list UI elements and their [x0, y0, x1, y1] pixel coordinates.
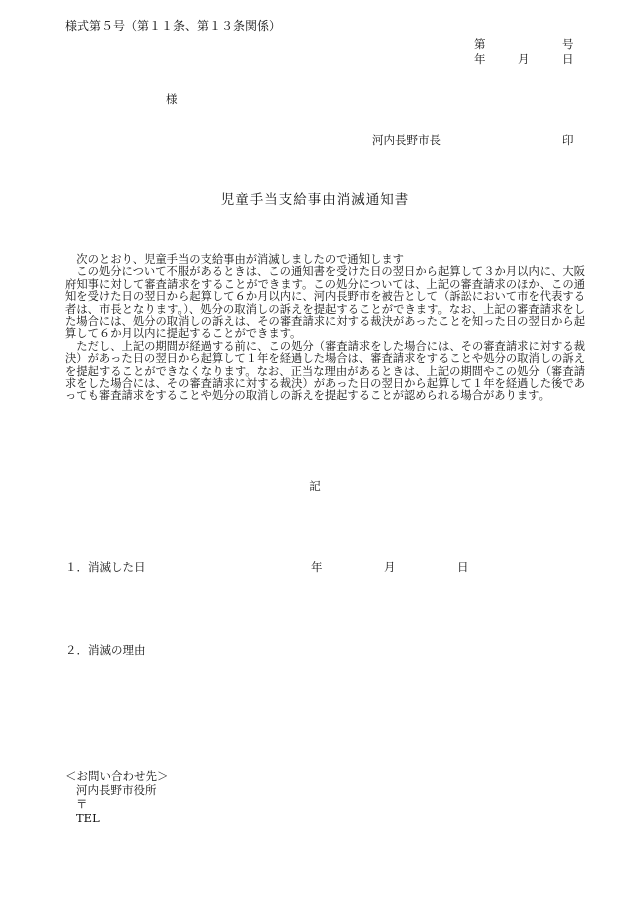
paragraph-appeal: この処分について不服があるときは、この通知書を受けた日の翌日から起算して３か月以内に、大阪府知事に対して審査請求をすることができます。この処分については、上記の審査請求のほか、この通知を受けた日の翌日から起算して６か月以内に、河内長野市を被告として（訴訟において市を代表する者は、市長となります。）、処分の取消しの訴えを提起することができます。なお、上記の審査請求をした場合には、処分の取消しの訴えは、その審査請求に対する裁決があったことを知った日の翌日から起算して６か月以内に提起することができます。 [65, 265, 585, 341]
form-number: 様式第５号（第１１条、第１３条関係） [65, 19, 282, 33]
item-extinction-reason-label: ２．消滅の理由 [65, 643, 146, 657]
paragraph-proviso: ただし、上記の期間が経過する前に、この処分（審査請求をした場合には、その審査請求に対する裁決）があった日の翌日から起算して１年を経過した場合は、審査請求をすることや処分の取消しの訴えを提起することができなくなります。なお、正当な理由があるときは、上記の期間やこの処分（審査請求をした場合には、その審査請求に対する裁決）があった日の翌日から起算して１年を経過した後であっても審査請求をすることや処分の取消しの訴えを提起することが認められる場合があります。 [65, 339, 585, 403]
issue-date-month: 月 [518, 52, 530, 66]
document-title: 児童手当支給事由消滅通知書 [220, 192, 410, 208]
contact-heading: ＜お問い合わせ先＞ [65, 769, 169, 783]
ki-heading: 記 [309, 479, 321, 493]
item-extinction-month: 月 [384, 560, 396, 574]
issue-date-year: 年 [474, 52, 486, 66]
notice-body [65, 254, 585, 403]
contact-postal: 〒 [76, 797, 88, 811]
contact-tel: TEL [76, 811, 100, 825]
item-extinction-year: 年 [311, 560, 323, 574]
paragraph-intro: 次のとおり、児童手当の支給事由が消滅しましたので通知します [76, 253, 404, 266]
addressee-suffix: 様 [166, 92, 178, 106]
issue-date-day: 日 [562, 52, 574, 66]
sender-name: 河内長野市長 [372, 133, 441, 147]
item-extinction-date-label: １．消滅した日 [65, 560, 146, 574]
doc-number-suffix: 号 [562, 37, 574, 51]
item-extinction-day: 日 [457, 560, 469, 574]
contact-office: 河内長野市役所 [76, 783, 157, 797]
doc-number-prefix: 第 [474, 37, 486, 51]
seal-mark: 印 [562, 133, 574, 147]
contact-block [65, 769, 169, 825]
